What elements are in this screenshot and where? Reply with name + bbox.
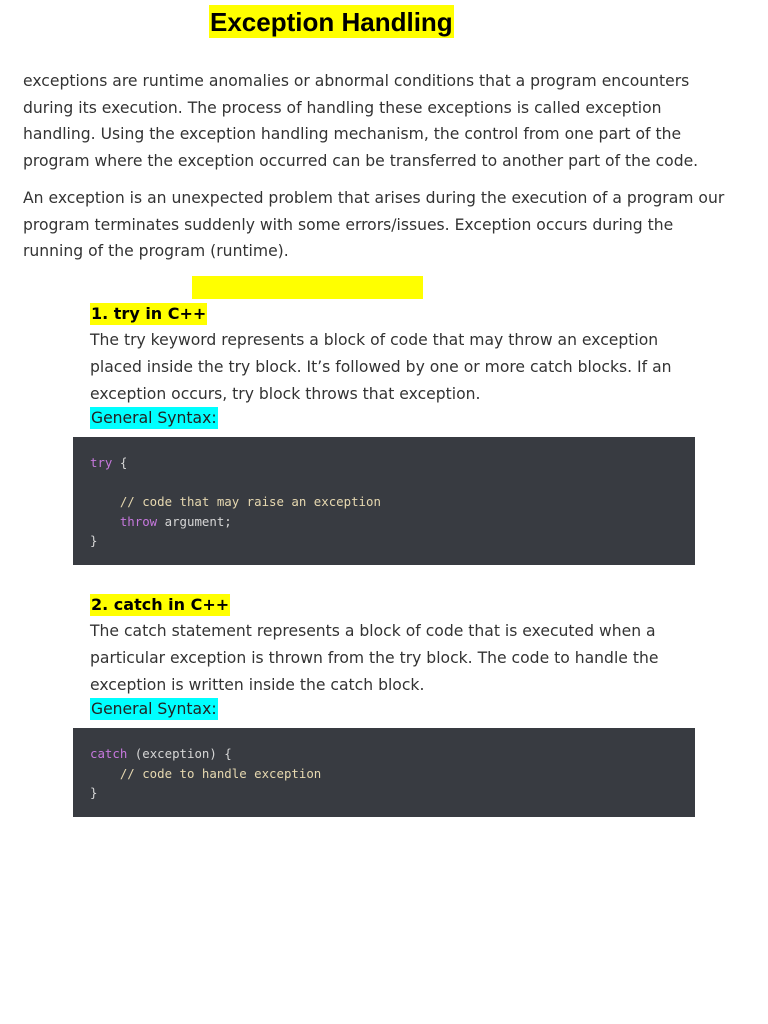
intro-paragraph: exceptions are runtime anomalies or abnormal conditions that a program encounters during its execution. The process of handling these exceptions is called exception handling. Using the exception handling mechanism, the control from one part of the program where the exception occurred can be transferred to another part of the code. — [23, 72, 699, 170]
code-text: argument; — [157, 513, 232, 529]
catch-heading: 2. catch in C++ — [91, 595, 230, 614]
code-text: (exception) { — [127, 746, 232, 761]
code-keyword: try — [90, 455, 113, 470]
try-heading: 1. try in C++ — [91, 304, 207, 323]
code-line — [90, 492, 678, 512]
definition-paragraph: An exception is an unexpected problem that arises during the execution of a program our program terminates suddenly with some errors/issues. Exception occurs during the running of the program (runtime). — [23, 189, 725, 260]
code-text: } — [90, 785, 98, 800]
code-line — [90, 744, 678, 764]
catch-description: The catch statement represents a block of code that is executed when a particular exception is thrown from the try block. The code to handle the exception is written inside the catch block. — [90, 622, 659, 694]
code-text: { — [112, 455, 128, 470]
highlight-bar — [192, 276, 423, 299]
try-description: The try keyword represents a block of code that may throw an exception placed inside the try block. It’s followed by one or more catch blocks. If an exception occurs, try block throws that exception. — [90, 331, 672, 403]
try-syntax-label: General Syntax: — [91, 409, 217, 428]
code-keyword: throw — [119, 513, 158, 529]
code-line — [90, 453, 678, 473]
code-keyword: catch — [90, 746, 128, 761]
code-line — [90, 512, 678, 532]
code-comment: // code that may raise an exception — [90, 494, 381, 509]
code-text: } — [90, 533, 98, 548]
code-line — [90, 473, 678, 493]
code-line — [90, 531, 678, 551]
catch-syntax-label: General Syntax: — [91, 700, 217, 719]
catch-section — [90, 594, 690, 720]
try-section — [90, 303, 690, 429]
page-title: Exception Handling — [210, 7, 453, 37]
try-code-block — [73, 437, 695, 565]
code-comment: // code to handle exception — [90, 765, 322, 781]
catch-code-block — [73, 728, 695, 817]
code-line — [90, 764, 678, 784]
code-line — [90, 783, 678, 803]
code-indent — [90, 514, 120, 529]
